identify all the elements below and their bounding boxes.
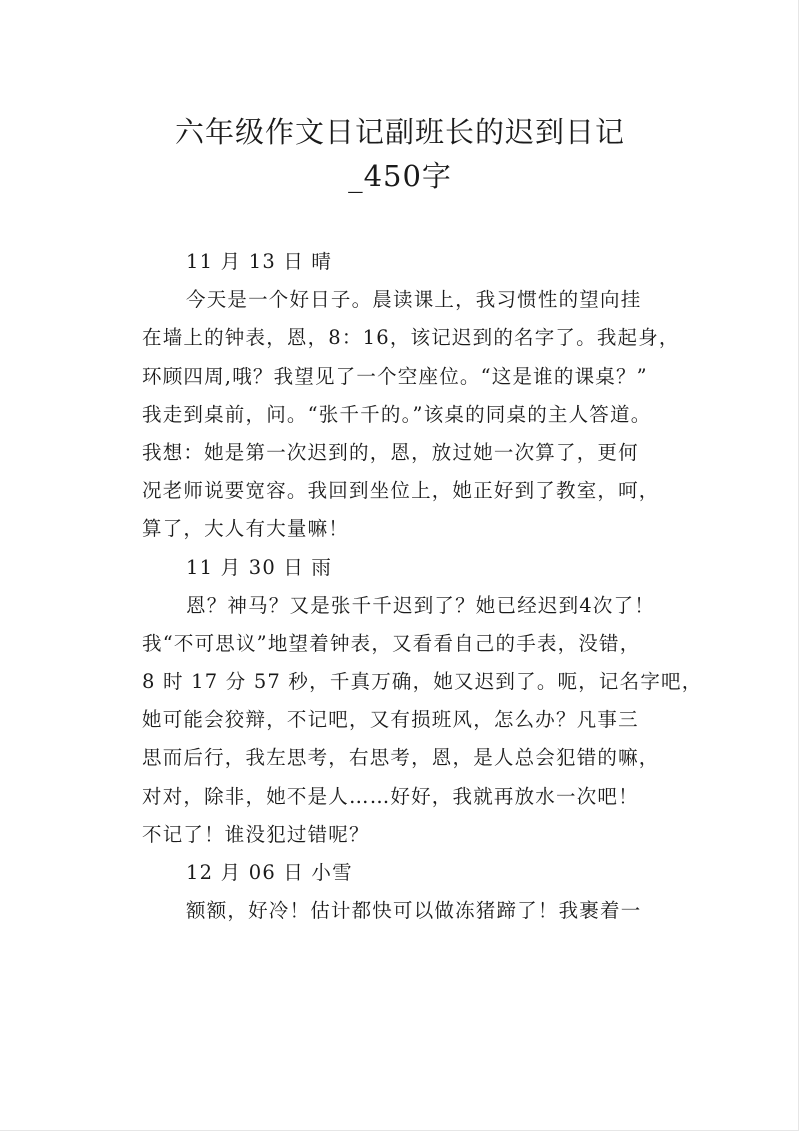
paragraph-line: 思而后行，我左思考，右思考，恩，是人总会犯错的嘛， <box>142 746 660 770</box>
paragraph-line: 在墙上的钟表，恩，8：16，该记迟到的名字了。我起身， <box>142 326 680 350</box>
paragraph-line: 8 时 17 分 57 秒，千真万确，她又迟到了。呃，记名字吧， <box>142 670 703 694</box>
paragraph-line: 对对，除非，她不是人……好好，我就再放水一次吧！ <box>142 784 639 808</box>
date-line: 12 月 06 日 小雪 <box>186 861 353 884</box>
paragraph-line: 环顾四周,哦？我望见了一个空座位。“这是谁的课桌？” <box>142 364 648 388</box>
paragraph-line: 她可能会狡辩，不记吧，又有损班风，怎么办？凡事三 <box>142 708 639 732</box>
paragraph-line: 算了，大人有大量嘛！ <box>142 517 350 541</box>
paragraph-line: 今天是一个好日子。晨读课上，我习惯性的望向挂 <box>186 288 642 312</box>
paragraph-line: 我走到桌前，问。“张千千的。”该桌的同桌的主人答道。 <box>142 402 652 426</box>
date-line: 11 月 13 日 晴 <box>186 250 333 273</box>
date-line: 11 月 30 日 雨 <box>186 555 333 579</box>
paragraph-line: 我“不可思议”地望着钟表，又看看自己的手表，没错， <box>142 631 641 655</box>
paragraph-line: 我想：她是第一次迟到的，恩，放过她一次算了，更何 <box>142 440 639 464</box>
paragraph-line: 额额，好冷！估计都快可以做冻猪蹄了！我裹着一 <box>186 899 642 923</box>
paragraph-line: 况老师说要宽容。我回到坐位上，她正好到了教室，呵， <box>142 479 660 503</box>
document-title: 六年级作文日记副班长的迟到日记_450字 <box>174 115 625 193</box>
paragraph-line: 恩？神马？又是张千千迟到了？她已经迟到4次了！ <box>186 593 656 617</box>
document-body <box>142 243 703 930</box>
paragraph-line: 不记了！谁没犯过错呢？ <box>142 822 370 846</box>
